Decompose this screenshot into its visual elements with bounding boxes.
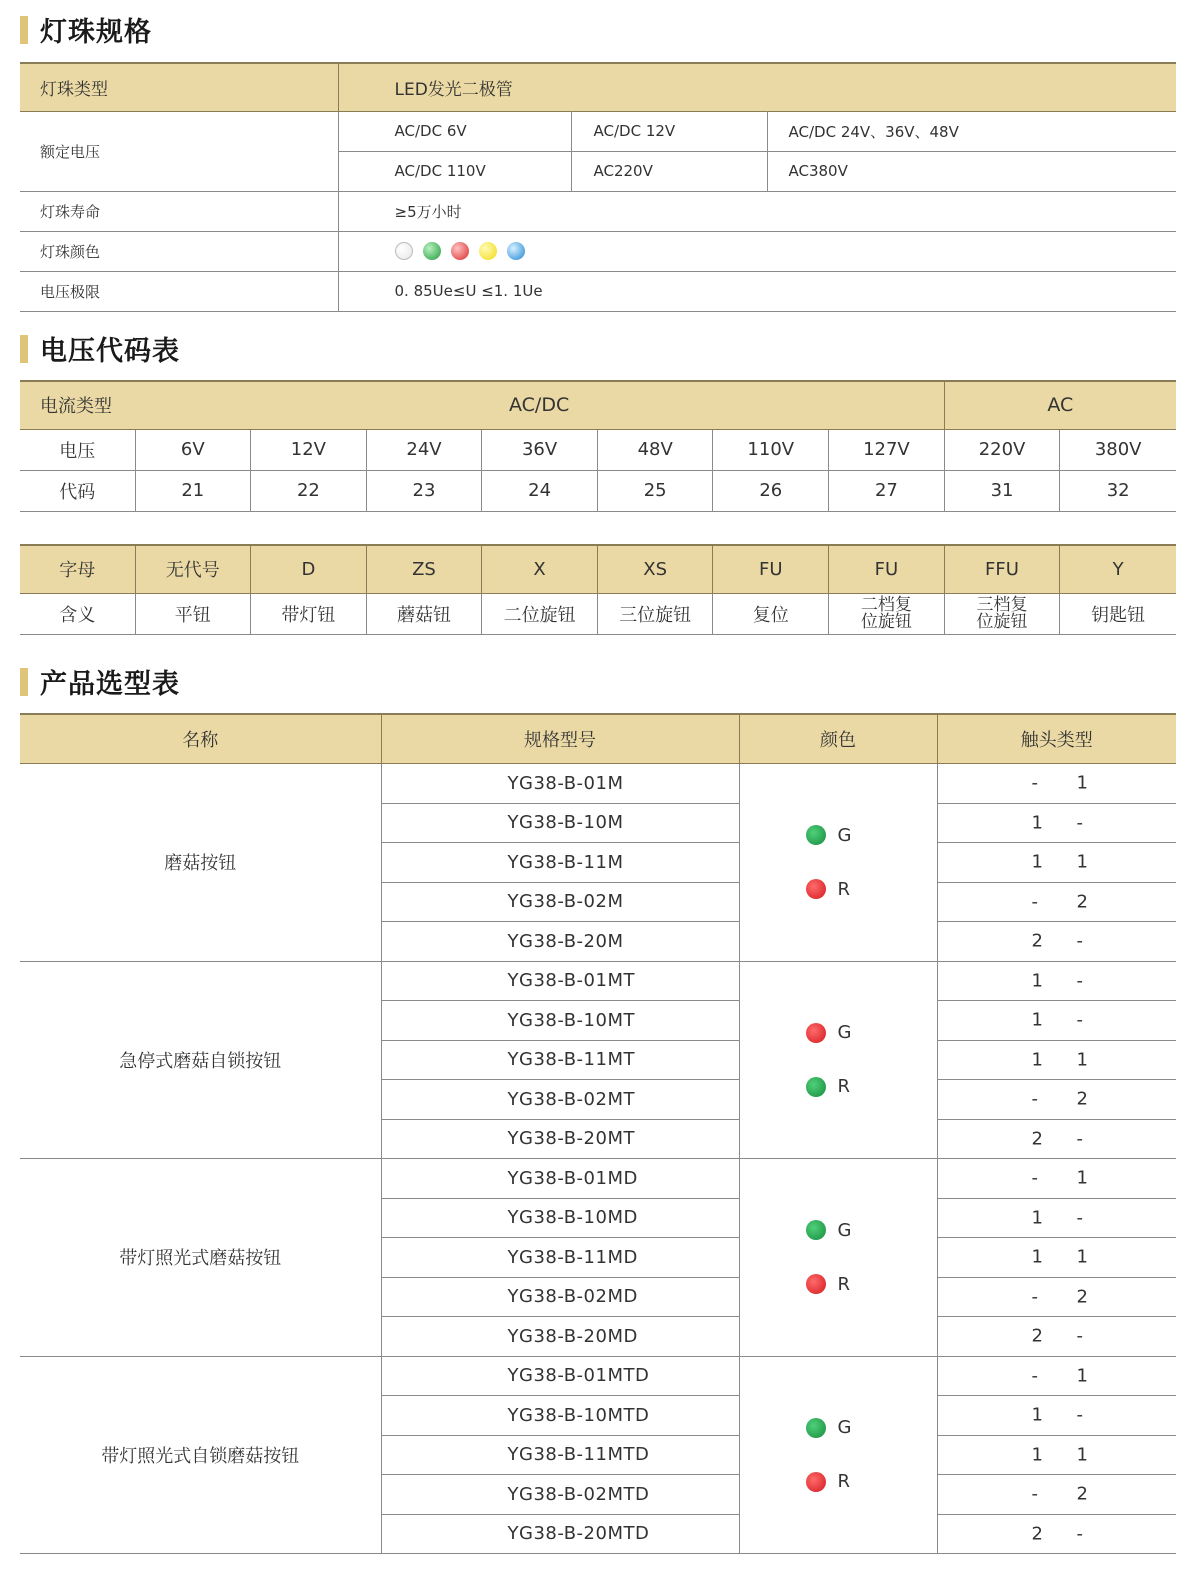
contact-type: [937, 1514, 1176, 1554]
model-number: YG38-B-02MTD: [381, 1475, 739, 1515]
contact-type: [937, 1435, 1176, 1475]
contact-nc-count: 1: [1076, 1444, 1088, 1466]
letter-code-table: [20, 544, 1176, 635]
contact-type: [937, 922, 1176, 962]
contact-type: [937, 1277, 1176, 1317]
red-dot-icon: [806, 879, 826, 899]
bead-color-swatches: [338, 231, 1176, 271]
voltage-cell: 12V: [251, 429, 367, 470]
contact-nc-count: -: [1076, 1404, 1083, 1426]
color-option: [806, 1469, 937, 1495]
yellow-color-dot: [479, 242, 497, 260]
bead-life-label: 灯珠寿命: [20, 191, 338, 231]
contact-nc-count: -: [1076, 930, 1083, 952]
rated-voltage-row-1: [20, 111, 1176, 151]
model-number: YG38-B-11MT: [381, 1040, 739, 1080]
model-number: YG38-B-02M: [381, 882, 739, 922]
contact-nc-count: 2: [1076, 891, 1088, 913]
code-row: [20, 470, 1176, 511]
product-name: 带灯照光式磨菇按钮: [20, 1159, 381, 1357]
model-number: YG38-B-20M: [381, 922, 739, 962]
red-dot-icon: [806, 1023, 826, 1043]
contact-no-count: -: [1031, 1483, 1038, 1505]
contact-no-count: -: [1031, 891, 1038, 913]
model-number: YG38-B-10MTD: [381, 1396, 739, 1436]
current-type-row: [20, 381, 1176, 429]
color-option: [806, 1217, 937, 1243]
voltage-cell: 24V: [366, 429, 482, 470]
title-bar-decoration: [20, 16, 28, 44]
bead-type-row: [20, 63, 1176, 111]
color-list: [806, 1217, 937, 1297]
code-cell: 23: [366, 470, 482, 511]
name-header: 名称: [20, 714, 381, 764]
product-section-title: [20, 662, 180, 701]
contact-header: 触头类型: [937, 714, 1176, 764]
letter-cell: FFU: [944, 545, 1060, 593]
model-header: 规格型号: [381, 714, 739, 764]
green-dot-icon: [806, 1220, 826, 1240]
contact-nc-count: 2: [1076, 1088, 1088, 1110]
contact-type: [937, 764, 1176, 804]
contact-type: [937, 1119, 1176, 1159]
meaning-cell: 平钮: [135, 593, 251, 634]
meaning-cell: 二档复 位旋钮: [829, 593, 945, 634]
color-code: G: [837, 1022, 852, 1044]
product-name: 磨菇按钮: [20, 764, 381, 962]
contact-no-count: 2: [1031, 1325, 1043, 1347]
contact-type: [937, 1396, 1176, 1436]
letter-cell: FU: [713, 545, 829, 593]
letter-row: [20, 545, 1176, 593]
code-row-label: 代码: [20, 470, 135, 511]
voltage-limit-value: 0. 85Ue≤U ≤1. 1Ue: [394, 282, 543, 300]
model-number: YG38-B-11MTD: [381, 1435, 739, 1475]
code-cell: 25: [597, 470, 713, 511]
voltage-value: AC220V: [571, 151, 767, 191]
voltage-cell: 380V: [1060, 429, 1176, 470]
contact-no-count: 2: [1031, 1128, 1043, 1150]
product-selection-table: [20, 713, 1176, 1554]
product-header-row: [20, 714, 1176, 764]
code-cell: 27: [829, 470, 945, 511]
contact-no-count: -: [1031, 1286, 1038, 1308]
letter-cell: XS: [597, 545, 713, 593]
code-cell: 22: [251, 470, 367, 511]
color-code: R: [837, 1076, 851, 1098]
letter-cell: Y: [1060, 545, 1176, 593]
color-header: 颜色: [739, 714, 937, 764]
bead-color-row: [20, 231, 1176, 271]
contact-nc-count: -: [1076, 1523, 1083, 1545]
contact-nc-count: 1: [1076, 772, 1088, 794]
red-dot-icon: [806, 1472, 826, 1492]
code-cell: 24: [482, 470, 598, 511]
green-color-dot: [423, 242, 441, 260]
rated-voltage-label: 额定电压: [20, 111, 338, 191]
contact-no-count: 2: [1031, 930, 1043, 952]
color-option: [806, 1271, 937, 1297]
contact-nc-count: 1: [1076, 1365, 1088, 1387]
contact-no-count: 1: [1031, 1444, 1043, 1466]
spec-title-text: 灯珠规格: [40, 17, 152, 48]
contact-no-count: 1: [1031, 1009, 1043, 1031]
contact-no-count: -: [1031, 1088, 1038, 1110]
meaning-cell: 钥匙钮: [1091, 604, 1146, 626]
contact-no-count: 1: [1031, 812, 1043, 834]
voltage-cell: 220V: [944, 429, 1060, 470]
voltage-value: AC/DC 6V: [338, 111, 571, 151]
letter-cell: 无代号: [135, 545, 251, 593]
title-bar-decoration: [20, 668, 28, 696]
green-dot-icon: [806, 1077, 826, 1097]
meaning-cell: 带灯钮: [251, 593, 367, 634]
voltage-value: AC/DC 12V: [571, 111, 767, 151]
color-code: G: [837, 1417, 852, 1439]
contact-type: [937, 1475, 1176, 1515]
model-number: YG38-B-10M: [381, 803, 739, 843]
spec-section-title: [20, 10, 152, 49]
code-cell: 32: [1060, 470, 1176, 511]
model-number: YG38-B-20MTD: [381, 1514, 739, 1554]
product-table-body: [20, 764, 1176, 1554]
contact-nc-count: 2: [1076, 1483, 1088, 1505]
ac-header: AC: [944, 381, 1176, 429]
voltage-limit-row: [20, 271, 1176, 311]
voltage-value: AC/DC 110V: [338, 151, 571, 191]
color-options: [739, 961, 937, 1159]
contact-no-count: 1: [1031, 1207, 1043, 1229]
meaning-cell: 二位旋钮: [482, 593, 598, 634]
voltage-code-section-title: [20, 329, 180, 368]
red-dot-icon: [806, 1274, 826, 1294]
contact-no-count: 1: [1031, 1246, 1043, 1268]
model-number: YG38-B-01M: [381, 764, 739, 804]
model-number: YG38-B-01MT: [381, 961, 739, 1001]
color-option: [806, 1020, 937, 1046]
acdc-header: AC/DC: [135, 381, 944, 429]
letter-row-label: 字母: [20, 545, 135, 593]
meaning-cell: 三位旋钮: [597, 593, 713, 634]
contact-nc-count: 1: [1076, 1167, 1088, 1189]
bead-life-value: ≥5万小时: [394, 202, 462, 221]
model-number: YG38-B-02MT: [381, 1080, 739, 1120]
color-options: [739, 1356, 937, 1554]
contact-no-count: -: [1031, 1167, 1038, 1189]
color-code: R: [837, 878, 851, 900]
letter-cell: FU: [829, 545, 945, 593]
color-option: [806, 1415, 937, 1441]
bead-spec-table: [20, 62, 1176, 312]
contact-nc-count: -: [1076, 1325, 1083, 1347]
contact-type: [937, 1356, 1176, 1396]
voltage-cell: 36V: [482, 429, 598, 470]
model-number: YG38-B-11MD: [381, 1238, 739, 1278]
meaning-row: [20, 593, 1176, 634]
model-number: YG38-B-01MTD: [381, 1356, 739, 1396]
contact-type: [937, 1198, 1176, 1238]
contact-type: [937, 1159, 1176, 1199]
voltage-cell: 6V: [135, 429, 251, 470]
letter-cell: D: [251, 545, 367, 593]
product-title-text: 产品选型表: [40, 669, 180, 700]
contact-type: [937, 1001, 1176, 1041]
white-color-dot: [395, 242, 413, 260]
contact-nc-count: -: [1076, 970, 1083, 992]
color-list: [806, 822, 937, 902]
bead-type-value: LED发光二极管: [394, 79, 513, 100]
contact-nc-count: 1: [1076, 851, 1088, 873]
letter-cell: X: [482, 545, 598, 593]
color-option: [806, 1074, 937, 1100]
meaning-cell: 三档复 位旋钮: [944, 593, 1060, 634]
model-number: YG38-B-02MD: [381, 1277, 739, 1317]
contact-nc-count: -: [1076, 1009, 1083, 1031]
product-row: [20, 764, 1176, 804]
contact-type: [937, 961, 1176, 1001]
color-code: R: [837, 1471, 851, 1493]
model-number: YG38-B-01MD: [381, 1159, 739, 1199]
contact-nc-count: 2: [1076, 1286, 1088, 1308]
bead-type-label: 灯珠类型: [20, 63, 338, 111]
voltage-value: AC380V: [788, 162, 848, 180]
model-number: YG38-B-20MT: [381, 1119, 739, 1159]
green-dot-icon: [806, 825, 826, 845]
color-options: [739, 764, 937, 962]
color-code: G: [837, 1219, 852, 1241]
product-row: [20, 961, 1176, 1001]
contact-nc-count: 1: [1076, 1246, 1088, 1268]
contact-type: [937, 882, 1176, 922]
color-option: [806, 876, 937, 902]
meaning-cell: 蘑菇钮: [366, 593, 482, 634]
voltage-cell: 48V: [597, 429, 713, 470]
model-number: YG38-B-11M: [381, 843, 739, 883]
current-type-label: 电流类型: [20, 381, 135, 429]
voltage-cell: 127V: [829, 429, 945, 470]
contact-no-count: 1: [1031, 1404, 1043, 1426]
blue-color-dot: [507, 242, 525, 260]
voltage-value: AC/DC 24V、36V、48V: [788, 122, 959, 141]
bead-life-row: [20, 191, 1176, 231]
contact-no-count: 1: [1031, 1049, 1043, 1071]
code-cell: 26: [713, 470, 829, 511]
contact-nc-count: 1: [1076, 1049, 1088, 1071]
color-option: [806, 822, 937, 848]
contact-type: [937, 1040, 1176, 1080]
product-name: 急停式磨菇自锁按钮: [20, 961, 381, 1159]
code-cell: 31: [944, 470, 1060, 511]
color-list: [806, 1415, 937, 1495]
contact-no-count: 1: [1031, 851, 1043, 873]
contact-nc-count: -: [1076, 1128, 1083, 1150]
contact-type: [937, 1080, 1176, 1120]
contact-nc-count: -: [1076, 812, 1083, 834]
color-list: [806, 1020, 937, 1100]
code-cell: 21: [135, 470, 251, 511]
model-number: YG38-B-20MD: [381, 1317, 739, 1357]
product-row: [20, 1159, 1176, 1199]
contact-no-count: -: [1031, 1365, 1038, 1387]
voltage-code-table: [20, 380, 1176, 512]
contact-no-count: 2: [1031, 1523, 1043, 1545]
contact-nc-count: -: [1076, 1207, 1083, 1229]
product-name: 带灯照光式自锁磨菇按钮: [20, 1356, 381, 1554]
product-row: [20, 1356, 1176, 1396]
voltage-row: [20, 429, 1176, 470]
letter-cell: ZS: [366, 545, 482, 593]
color-options: [739, 1159, 937, 1357]
contact-type: [937, 803, 1176, 843]
contact-no-count: 1: [1031, 970, 1043, 992]
bead-color-label: 灯珠颜色: [20, 231, 338, 271]
contact-no-count: -: [1031, 772, 1038, 794]
red-color-dot: [451, 242, 469, 260]
voltage-limit-label: 电压极限: [20, 271, 338, 311]
contact-type: [937, 1238, 1176, 1278]
voltage-row-label: 电压: [20, 429, 135, 470]
model-number: YG38-B-10MD: [381, 1198, 739, 1238]
voltage-cell: 110V: [713, 429, 829, 470]
meaning-cell: 复位: [713, 593, 829, 634]
meaning-row-label: 含义: [20, 593, 135, 634]
color-code: G: [837, 824, 852, 846]
title-bar-decoration: [20, 335, 28, 363]
voltage-code-title-text: 电压代码表: [40, 336, 180, 367]
contact-type: [937, 843, 1176, 883]
contact-type: [937, 1317, 1176, 1357]
green-dot-icon: [806, 1418, 826, 1438]
color-code: R: [837, 1273, 851, 1295]
model-number: YG38-B-10MT: [381, 1001, 739, 1041]
